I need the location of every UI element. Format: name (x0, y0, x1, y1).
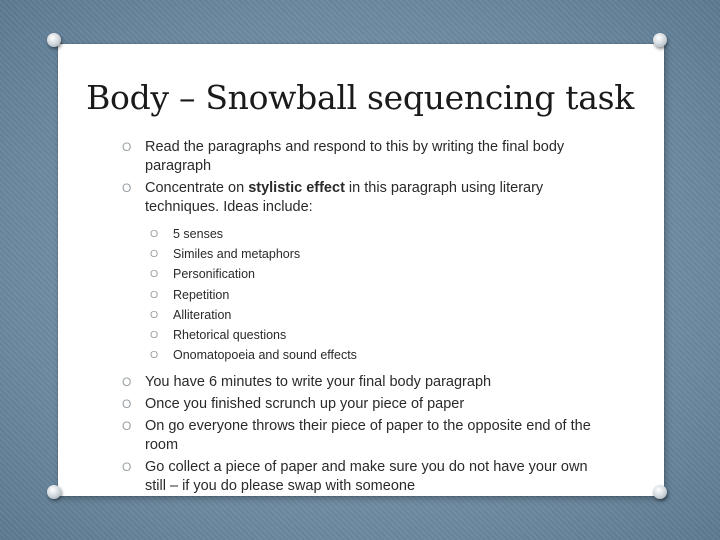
ideas-list (150, 224, 592, 365)
bullet-text: On go everyone throws their piece of paper to the opposite end of the room (145, 418, 591, 454)
bullet-icon: O (150, 288, 159, 301)
bullet-point (122, 179, 592, 217)
list-item (150, 345, 592, 365)
bullet-icon: O (150, 268, 159, 281)
pushpin-icon (653, 33, 667, 47)
list-item-text: Repetition (173, 287, 230, 302)
list-item-text: Rhetorical questions (173, 328, 287, 343)
list-item-text: Similes and metaphors (173, 247, 301, 262)
slide-content (122, 138, 592, 496)
list-item (150, 244, 592, 264)
list-item-text: Onomatopoeia and sound effects (173, 348, 357, 363)
bullet-icon: O (122, 397, 132, 412)
list-item-text: Alliteration (173, 307, 232, 322)
bullet-point (122, 395, 592, 414)
bullet-text-start: Concentrate on (145, 180, 249, 196)
bullet-point (122, 417, 592, 455)
list-item (150, 264, 592, 284)
bullet-point (122, 458, 592, 496)
list-item (150, 325, 592, 345)
list-item-text: Personification (173, 267, 255, 282)
list-item (150, 305, 592, 325)
bullet-icon: O (150, 349, 159, 362)
list-item (150, 224, 592, 244)
bullet-icon: O (122, 181, 132, 195)
bullet-icon: O (122, 375, 132, 390)
bullet-point (122, 138, 592, 176)
bullet-icon: O (150, 228, 159, 240)
bullet-icon: O (122, 419, 132, 434)
bullet-icon: O (150, 248, 159, 261)
pushpin-icon (47, 33, 61, 47)
pushpin-icon (653, 485, 667, 499)
list-item (150, 285, 592, 305)
bullet-text-emphasis: stylistic effect (248, 180, 345, 196)
bullet-text: Once you finished scrunch up your piece of paper (145, 396, 465, 413)
bullet-icon: O (122, 460, 132, 475)
pushpin-icon (47, 485, 61, 499)
bullet-text-end: in this paragraph using literary techniques. Ideas include: (145, 180, 544, 215)
bullet-text: Go collect a piece of paper and make sure you do not have your own still – if you do please swap with someone (145, 459, 588, 495)
bullet-point (122, 373, 592, 392)
bullet-text: Read the paragraphs and respond to this by writing the final body paragraph (145, 139, 565, 174)
bullet-icon: O (150, 308, 159, 321)
list-item-text: 5 senses (173, 227, 224, 241)
bullet-icon: O (150, 329, 159, 342)
slide-title: Body – Snowball sequencing task (86, 78, 634, 117)
bullet-text: You have 6 minutes to write your final body paragraph (145, 374, 492, 391)
bullet-icon: O (122, 140, 132, 154)
